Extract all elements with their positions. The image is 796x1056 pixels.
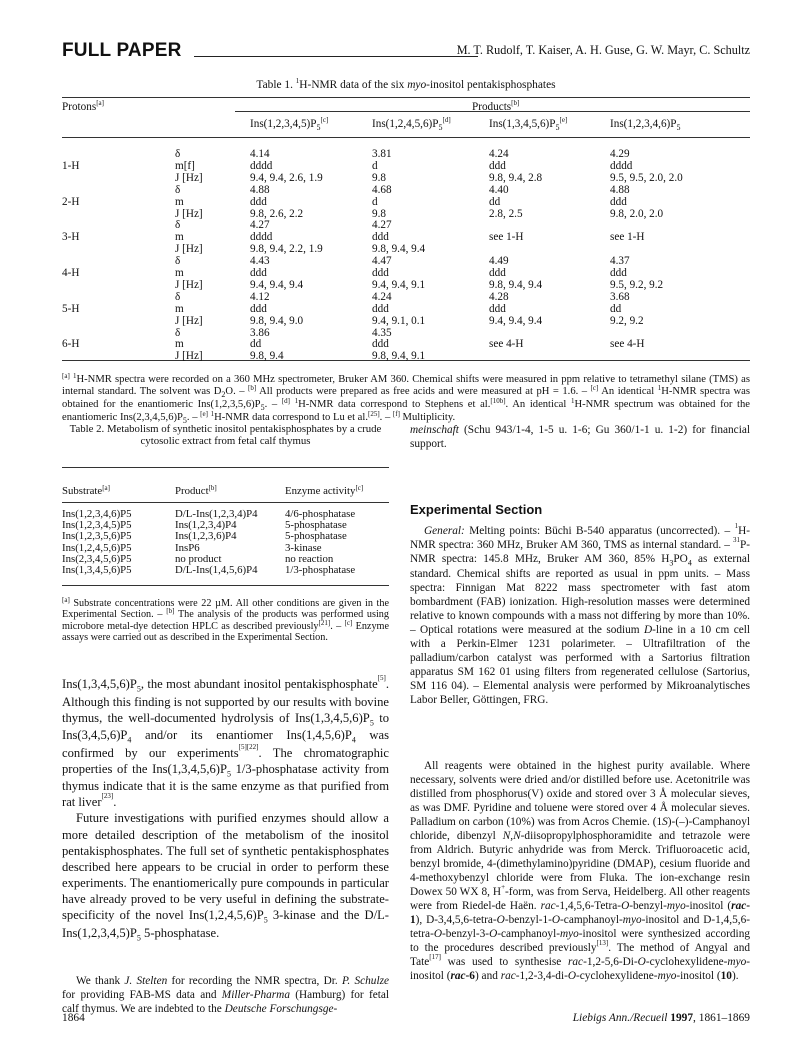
table1-cell: dddd: [610, 159, 633, 172]
page-header: [62, 40, 750, 62]
table1-proton-label: 5-H: [62, 302, 80, 315]
table1-cell: 9.8, 9.4, 9.1: [372, 350, 426, 363]
table1-row-label: δ: [175, 219, 181, 232]
table2-caption: Table 2. Metabolism of synthetic inositol pentakisphosphates by a crude cytosolic extract from fetal calf thymus: [69, 423, 382, 448]
table2-cell: 5-phosphatase: [285, 530, 347, 543]
table1-row-label: m[f]: [175, 159, 195, 172]
table1-cell: 4.35: [372, 326, 392, 339]
table1-cell: 4.27: [250, 219, 270, 232]
table1-products-header: Products[b]: [472, 99, 520, 113]
table1-cell: 4.47: [372, 255, 392, 268]
header-rule: [194, 56, 478, 57]
table2-col-header: Product[b]: [175, 484, 217, 497]
table1-col-header: $Ins(1,3,4,5,6)P_5[e]$: [489, 116, 568, 133]
left-body: [62, 676, 389, 942]
table1-cell: ddd: [489, 159, 506, 172]
authors: M. T. Rudolf, T. Kaiser, A. H. Guse, G. W. Mayr, C. Schultz: [456, 43, 750, 57]
table1-row-label: δ: [175, 255, 181, 268]
funding-text: meinschaft (Schu 943/1-4, 1-5 u. 1-6; Gu 360/1-1 u. 1-2) for financial support.: [410, 424, 750, 450]
table1-cell: 9.8, 9.4, 9.4: [489, 278, 543, 291]
table1-cell: 4.29: [610, 148, 630, 160]
table2-cell: Ins(1,2,3,5,6)P5: [62, 530, 132, 543]
table1-cell: see 1-H: [610, 231, 645, 244]
table1-header-rule: [62, 137, 750, 138]
table1-cell: 4.88: [250, 183, 270, 196]
table1-cell: ddd: [372, 338, 389, 351]
table1-cell: see 4-H: [489, 338, 524, 351]
table2-cell: Ins(1,2,3,6)P4: [175, 530, 237, 543]
table1-cell: 9.8, 9.4: [250, 350, 284, 363]
table1-row-label: J [Hz]: [175, 278, 203, 291]
table1-cell: 4.24: [372, 290, 392, 303]
table2-cell: D/L-Ins(1,2,3,4)P4: [175, 508, 258, 520]
table1-cell: d: [372, 159, 378, 172]
table2-cell: Ins(1,2,3,4,5)P5: [62, 519, 132, 532]
table1-cell: 9.8: [372, 207, 386, 220]
table2-cell: Ins(1,2,3,4,6)P5: [62, 508, 132, 520]
table1-cell: 2.8, 2.5: [489, 207, 523, 220]
table1-cell: 4.24: [489, 148, 509, 160]
table1-cell: 4.14: [250, 148, 270, 160]
table1-cell: 4.88: [610, 183, 630, 196]
table1-cell: 9.8, 9.4, 2.8: [489, 171, 543, 184]
table1-cell: 9.4, 9.4, 9.4: [250, 278, 304, 291]
table1-proton-label: 4-H: [62, 267, 80, 279]
table1-cell: 3.86: [250, 326, 270, 339]
acknowledgement: We thank J. Stelten for recording the NMR spectra, Dr. P. Schulze for providing FAB-MS data and Miller-Pharma (Hamburg) for fetal calf thymus. We are indebted to the Deutsche Forschungsge-: [62, 975, 390, 1015]
table2-cell: InsP6: [175, 541, 200, 554]
journal-citation: Liebigs Ann./Recueil 1997, 1861–1869: [572, 1012, 750, 1024]
table2-footnote: [a] Substrate concentrations were 22 µM. All other conditions are given in the Experimental Section. – [b] The analysis of the products was performed using microbore metal-dye detection HPLC as described previously[21]. – [c] Enzyme assays were carried out as described in the Experimental Section.: [62, 596, 389, 643]
body-paragraph: Future investigations with purified enzymes should allow a more detailed description of the metabolism of the inositol pentakisphosphates. The full set of synthetic pentakisphosphates described here appears to be crucial in order to perform these experiments. The enantiomerically pure compounds in particular have already proved to be very useful in defining the substrate-specificity of the novel $Ins(1,2,4,5,6)P_5$ 3-kinase and the $D/L-Ins(1,2,3,4,5)P_5$ 5-phosphatase.: [62, 811, 390, 943]
table2-bottom-rule: [62, 585, 389, 586]
table1-cell: 9.8, 9.4, 2.2, 1.9: [250, 243, 323, 256]
table2-cell: no product: [175, 552, 222, 565]
table1-row-label: δ: [175, 148, 181, 160]
table1-cell: ddd: [489, 267, 506, 279]
table1-cell: 4.68: [372, 183, 392, 196]
table1-protons-header: Protons[a]: [62, 99, 104, 113]
table1-row-label: J [Hz]: [175, 171, 203, 184]
table1-top-rule: [62, 97, 750, 98]
table1-cell: 9.4, 9.4, 2.6, 1.9: [250, 171, 323, 184]
table2-cell: 5-phosphatase: [285, 519, 347, 532]
table2-cell: 3-kinase: [285, 541, 322, 554]
table1-col-header: $Ins(1,2,3,4,6)P_5$: [610, 118, 681, 133]
table1-cell: 9.5, 9.5, 2.0, 2.0: [610, 171, 683, 184]
table1-cell: 9.8, 2.0, 2.0: [610, 207, 664, 220]
table1-cell: dddd: [250, 231, 273, 244]
table2-cell: Ins(1,2,3,4)P4: [175, 519, 237, 532]
table1-row-label: m: [175, 267, 184, 279]
table1-cell: 9.8, 9.4, 9.4: [372, 243, 426, 256]
table1-cell: 9.4, 9.4, 9.1: [372, 278, 426, 291]
table1-col-header: $Ins(1,2,4,5,6)P_5[d]$: [372, 116, 451, 133]
table1-cell: ddd: [610, 267, 627, 279]
table1-cell: see 4-H: [610, 338, 645, 351]
table2-cell: 4/6-phosphatase: [285, 508, 356, 520]
table2-cell: Ins(2,3,4,5,6)P5: [62, 552, 132, 565]
section-label: FULL PAPER: [62, 40, 182, 61]
table1-cell: dd: [489, 195, 501, 208]
reagents-paragraph: All reagents were obtained in the highest purity available. Where necessary, solvents were dried and/or distilled before use. Acetonitrile was distilled from phosphorus(V) oxide and stored over 3 Å molecular sieves, as was DMF. Pyridine and toluene were stored over 4 Å molecular sieves. Palladium on carbon (10%) was from Acros Chemie. (1S)-(–)-Camphanoyl chloride, dibenzyl N,N-diisopropylphosphoramidite and tetrazole were from Aldrich. Butyric anhydride was from Merck. Trifluoroacetic acid, benzyl bromide, 4-(dimethylamino)pyridine (DMAP), cesium fluoride and 4-methoxybenzyl chloride were from Fluka. The ion-exchange resin Dowex 50 WX 8, H+-form, was from Serva, Heidelberg. All other reagents were from Riedel-de Haën. rac-1,4,5,6-Tetra-O-benzyl-myo-inositol (rac-1), D-3,4,5,6-tetra-O-benzyl-1-O-camphanoyl-myo-inositol and D-1,4,5,6-tetra-O-benzyl-3-O-camphanoyl-myo-inositol were synthesized according to the procedures described previously[13]. The method of Angyal and Tate[17] was used to synthesise rac-1,2-5,6-Di-O-cyclohexylidene-myo-inositol (rac-6) and rac-1,2-3,4-di-O-cyclohexylidene-myo-inositol (10).: [410, 760, 750, 982]
table1-cell: dddd: [250, 159, 273, 172]
table1-row-label: J [Hz]: [175, 243, 203, 256]
table1-row-label: J [Hz]: [175, 350, 203, 363]
table1-cell: 9.4, 9.4, 9.4: [489, 314, 543, 327]
table1-proton-label: 3-H: [62, 231, 80, 244]
table1-cell: ddd: [489, 302, 506, 315]
table1-cell: 4.43: [250, 255, 270, 268]
table1-cell: ddd: [250, 195, 267, 208]
table1-row-label: J [Hz]: [175, 314, 203, 327]
table1-row-label: m: [175, 195, 184, 208]
table2-cell: no reaction: [285, 552, 334, 565]
table1-cell: dd: [250, 338, 262, 351]
table1-cell: ddd: [372, 231, 389, 244]
table2-cell: 1/3-phosphatase: [285, 564, 356, 576]
table1-cell: 3.68: [610, 290, 630, 303]
table1-row-label: J [Hz]: [175, 207, 203, 220]
table1-col-header: $Ins(1,2,3,4,5)P_5[c]$: [250, 116, 329, 133]
table1-proton-label: 6-H: [62, 338, 80, 351]
table1-row-label: m: [175, 302, 184, 315]
table2-cell: Ins(1,2,4,5,6)P5: [62, 541, 132, 554]
table2-cell: Ins(1,3,4,5,6)P5: [62, 564, 132, 576]
general-paragraph: General: Melting points: Büchi B-540 apparatus (uncorrected). – $^1$H-NMR spectra: 360 MHz, Bruker AM 360, TMS as internal standard. – $^{31}$P-NMR spectra: 145.8 MHz, Bruker AM 360, 85% $H_3PO_4$ as external standard. Chemical shifts are reported as usual in ppm units. – Mass spectra: Finnigan Mat 8222 mass spectrometer with fast atom bombardment (FAB) ionization. High-resolution masses were determined relative to known compounds with a mass not differing by more than 10%. – Optical rotations were measured at the sodium D-line in a 10 cm cell with a Perkin-Elmer 1231 polarimeter. – Ultrafiltration of the palladium/carbon catalyst was performed with a Sartorius filtration apparatus SM 162 01 using filters from regenerated cellulose (Sartorius, SM 116 04). – Elemental analysis were performed by Mikroanalytisches Labor Beller, Göttingen, FRG.: [410, 522, 750, 707]
table1-cell: 9.4, 9.1, 0.1: [372, 314, 426, 327]
table1-cell: 4.27: [372, 219, 392, 232]
table2-cell: D/L-Ins(1,4,5,6)P4: [175, 564, 258, 576]
table1-row-label: δ: [175, 326, 181, 339]
section-title: Experimental Section: [410, 502, 543, 517]
table1-cell: 4.28: [489, 290, 509, 303]
table1-cell: ddd: [250, 267, 267, 279]
table1-cell: ddd: [372, 302, 389, 315]
table1-row-label: m: [175, 338, 184, 351]
table1-cell: 9.2, 9.2: [610, 314, 644, 327]
table1-cell: 9.5, 9.2, 9.2: [610, 278, 664, 291]
table1-cell: d: [372, 195, 378, 208]
table1-cell: 4.49: [489, 255, 509, 268]
table1-proton-label: 2-H: [62, 195, 80, 208]
table1-cell: ddd: [372, 267, 389, 279]
table2-header-rule: [62, 502, 389, 503]
table1-caption: Table 1. $^1$H-NMR data of the six myo-inositol pentakisphosphates: [256, 77, 556, 91]
table1-row-label: δ: [175, 290, 181, 303]
table1-cell: 4.12: [250, 290, 270, 303]
table1-footnote: [a] $^1$H-NMR spectra were recorded on a 360 MHz spectrometer, Bruker AM 360. Chemical shifts were measured in ppm relative to tetramethyl silane (TMS) as internal standard. The solvent was $D_2O$. – [b] All products were prepared as free acids and were measured at pH = 1.6. – [c] An identical $^1$H-NMR spectra was obtained for the enantiomeric $Ins(1,2,3,5,6)P_5$. – [d] $^1$H-NMR data correspond to Stephens et al.[10b]. An identical $^1$H-NMR spectrum was obtained for the enantiomeric $Ins(2,3,4,5,6)P_5$. – [e] $^1$H-NMR data correspond to Lu et al.[25]. – [f] Multiplicity.: [62, 372, 750, 426]
table1-cell: 4.40: [489, 183, 509, 196]
table1-proton-label: 1-H: [62, 159, 80, 172]
table1-cell: see 1-H: [489, 231, 524, 244]
page-number: 1864: [62, 1012, 85, 1024]
table1-cell: 9.8, 9.4, 9.0: [250, 314, 304, 327]
table1-row-label: m: [175, 231, 184, 244]
table1-row-label: δ: [175, 183, 181, 196]
table2-col-header: Enzyme activity[c]: [285, 484, 364, 497]
table1-cell: ddd: [610, 195, 627, 208]
body-paragraph: $Ins(1,3,4,5,6)P_5$, the most abundant inositol pentakisphosphate[5]. Although this finding is not supported by our results with bovine thymus, the well-documented hydrolysis of $Ins(1,3,4,5,6)P_5$ to $Ins(3,4,5,6)P_4$ and/or its enantiomer $Ins(1,4,5,6)P_4$ was confirmed by our experiments[5][22]. The chromatographic properties of the $Ins(1,3,4,5,6)P_5$ 1/3-phosphatase activity from thymus indicate that it is the same enzyme as that purified from rat liver[23].: [62, 674, 389, 810]
table1-cell: ddd: [250, 302, 267, 315]
table1-cell: 9.8, 2.6, 2.2: [250, 207, 304, 220]
table1-cell: 4.37: [610, 255, 630, 268]
table2-col-header: Substrate[a]: [62, 484, 110, 497]
table2-top-rule: [62, 467, 389, 468]
table1-cell: 9.8: [372, 171, 386, 184]
table1-cell: 3.81: [372, 148, 392, 160]
table1-cell: dd: [610, 302, 622, 315]
